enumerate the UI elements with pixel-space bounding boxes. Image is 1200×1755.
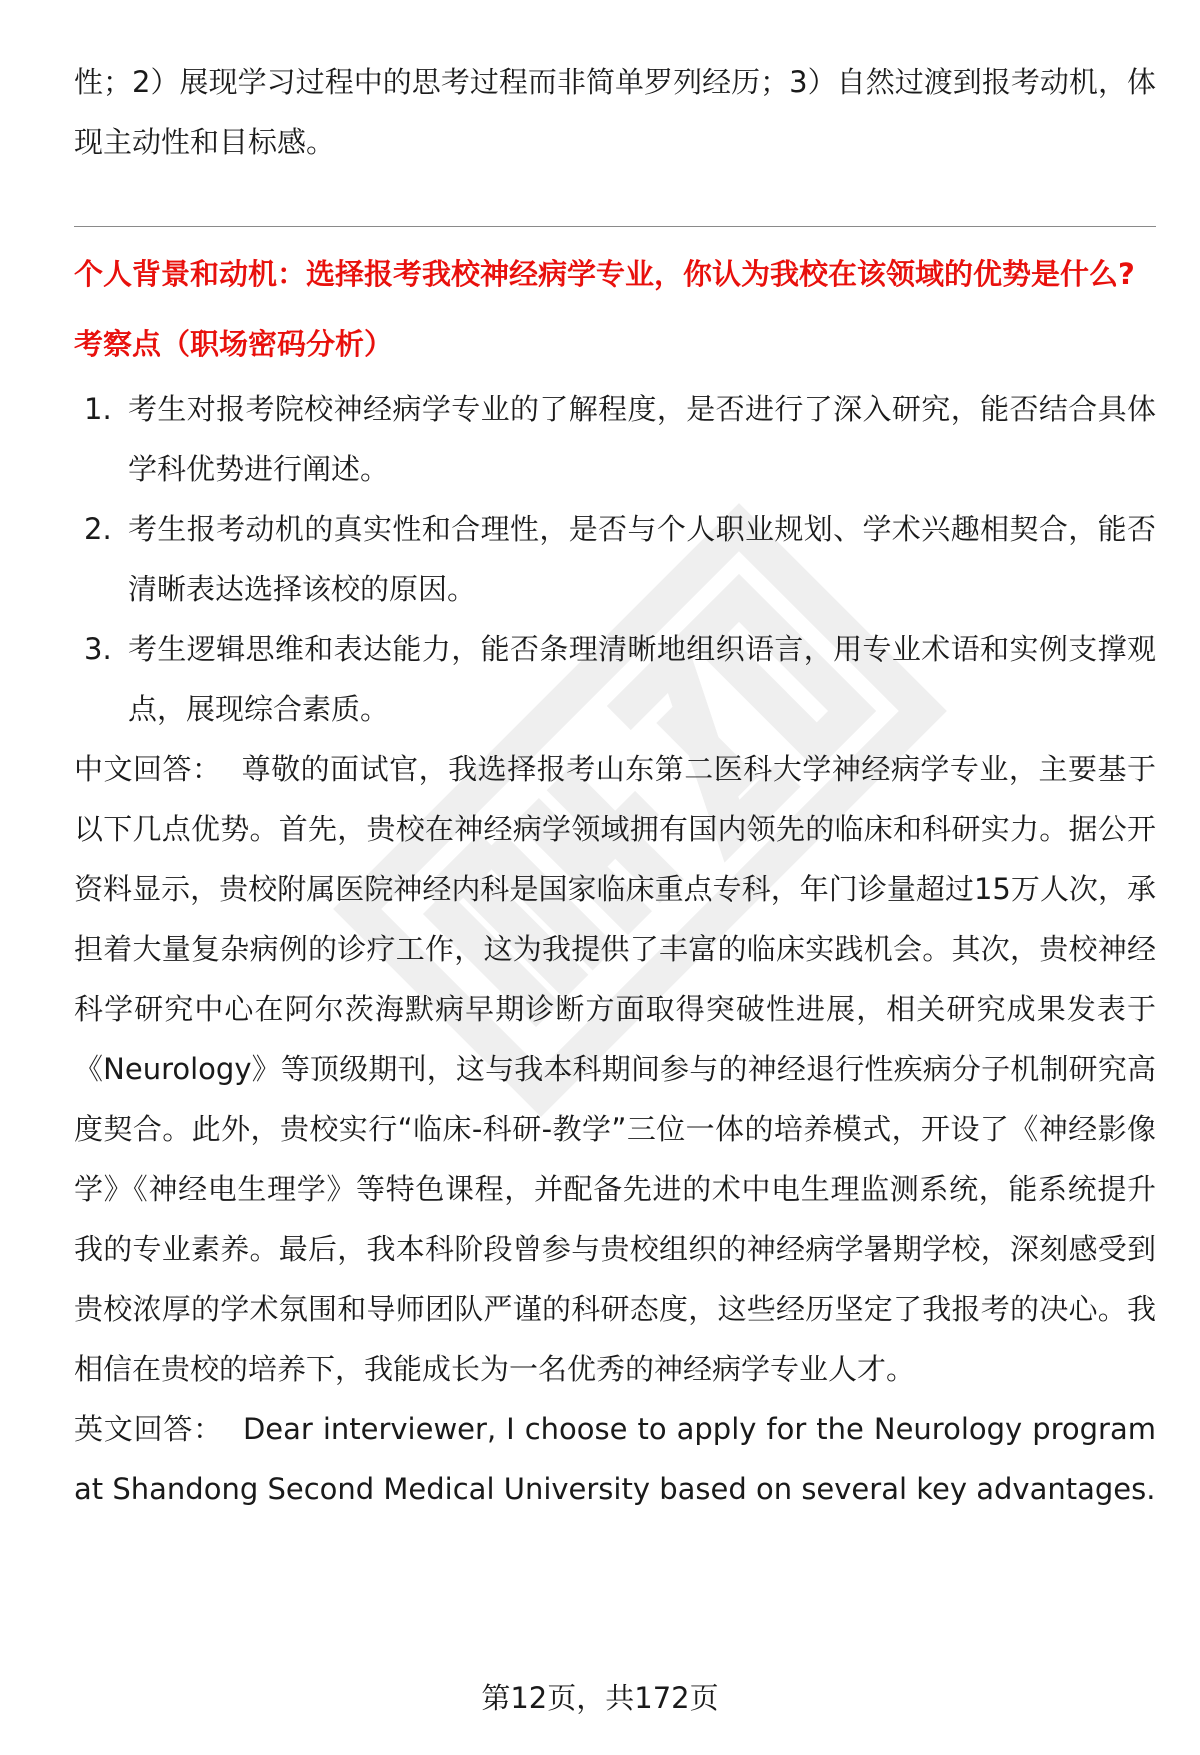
english-answer bbox=[74, 1399, 1156, 1519]
list-item-number: 2. bbox=[84, 512, 112, 546]
intro-paragraph-tail: 性；2）展现学习过程中的思考过程而非简单罗列经历；3）自然过渡到报考动机，体现主动性和目标感。 bbox=[74, 65, 1156, 159]
chinese-answer bbox=[74, 739, 1156, 1399]
list-item-number: 3. bbox=[84, 632, 112, 666]
english-answer-label: 英文回答： bbox=[74, 1412, 223, 1446]
page-content bbox=[74, 52, 1156, 1519]
list-item-text: 考生报考动机的真实性和合理性，是否与个人职业规划、学术兴趣相契合，能否清晰表达选择该校的原因。 bbox=[128, 512, 1156, 606]
chinese-answer-label: 中文回答： bbox=[74, 752, 222, 786]
english-answer-text: Dear interviewer, I choose to apply for the Neurology program at Shandong Second Medical University based on several key advantages. bbox=[74, 1412, 1156, 1506]
question-title: 个人背景和动机：选择报考我校神经病学专业，你认为我校在该领域的优势是什么? bbox=[74, 257, 1135, 291]
list-item bbox=[74, 499, 1156, 619]
assessment-points-list bbox=[74, 379, 1156, 739]
list-item-number: 1. bbox=[84, 392, 112, 426]
list-item-text: 考生逻辑思维和表达能力，能否条理清晰地组织语言，用专业术语和实例支撑观点，展现综合素质。 bbox=[128, 632, 1156, 726]
list-item-text: 考生对报考院校神经病学专业的了解程度，是否进行了深入研究，能否结合具体学科优势进行阐述。 bbox=[128, 392, 1156, 486]
list-item bbox=[74, 379, 1156, 499]
page-number-footer: 第12页，共172页 bbox=[481, 1681, 719, 1715]
points-heading: 考察点（职场密码分析） bbox=[74, 327, 394, 361]
list-item bbox=[74, 619, 1156, 739]
chinese-answer-text: 尊敬的面试官，我选择报考山东第二医科大学神经病学专业，主要基于以下几点优势。首先，贵校在神经病学领域拥有国内领先的临床和科研实力。据公开资料显示，贵校附属医院神经内科是国家临床重点专科，年门诊量超过15万人次，承担着大量复杂病例的诊疗工作，这为我提供了丰富的临床实践机会。其次，贵校神经科学研究中心在阿尔茨海默病早期诊断方面取得突破性进展，相关研究成果发表于《Neurology》等顶级期刊，这与我本科期间参与的神经退行性疾病分子机制研究高度契合。此外，贵校实行“临床-科研-教学”三位一体的培养模式，开设了《神经影像学》《神经电生理学》等特色课程，并配备先进的术中电生理监测系统，能系统提升我的专业素养。最后，我本科阶段曾参与贵校组织的神经病学暑期学校，深刻感受到贵校浓厚的学术氛围和导师团队严谨的科研态度，这些经历坚定了我报考的决心。我相信在贵校的培养下，我能成长为一名优秀的神经病学专业人才。 bbox=[74, 752, 1156, 1386]
section-divider bbox=[74, 226, 1156, 227]
